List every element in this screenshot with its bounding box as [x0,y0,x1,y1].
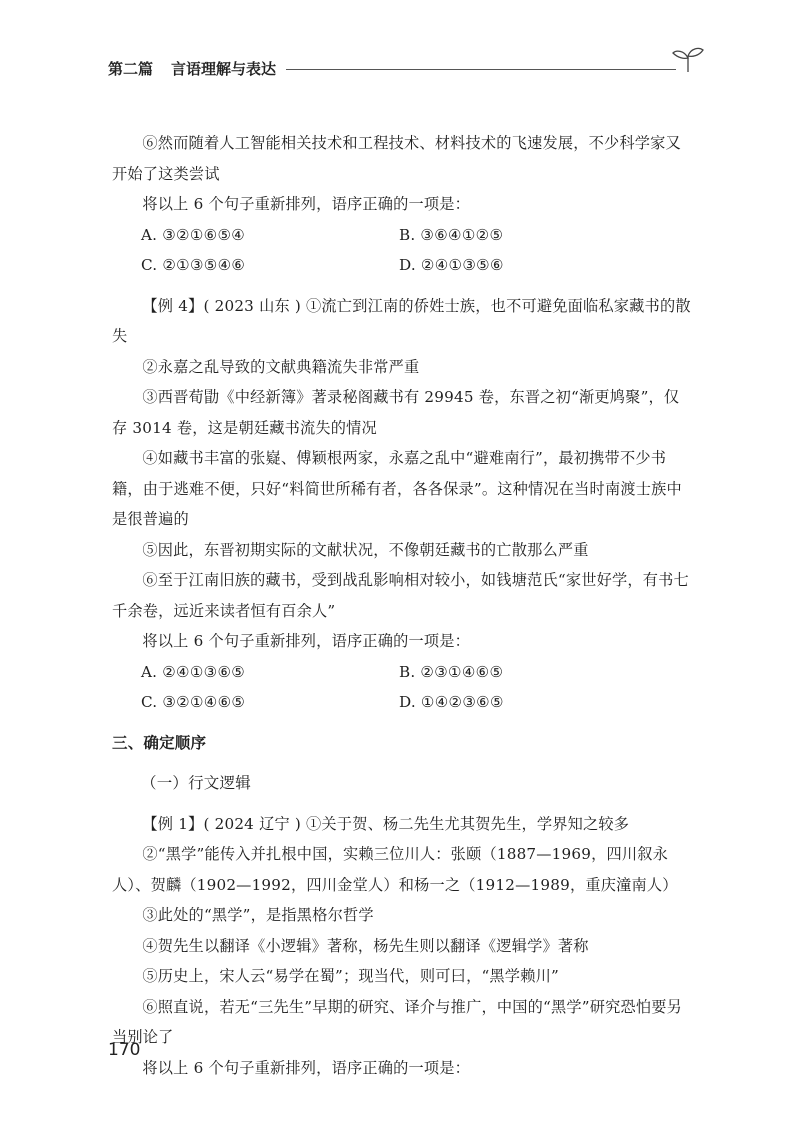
options-row [112,220,692,251]
page-body [112,128,692,1083]
option-b: B. ②③①④⑥⑤ [399,662,504,681]
sentence-6: ⑥然而随着人工智能相关技术和工程技术、材料技术的飞速发展，不少科学家又开始了这类尝试 [112,134,681,183]
example-4-sentence-1: 【例 4】( 2023 山东 ) ①流亡到江南的侨姓士族，也不可避免面临私家藏书的散失 [112,296,691,345]
option-d: D. ②④①③⑤⑥ [399,256,504,274]
option-d: D. ①④②③⑥⑤ [399,693,504,711]
options-row [112,250,692,281]
option-a: A. ②④①③⑥⑤ [141,662,246,681]
option-c: C. ②①③⑤④⑥ [141,256,246,274]
question-prompt: 将以上 6 个句子重新排列，语序正确的一项是： [142,1058,471,1077]
example-4-sentence-3: ③西晋荀勖《中经新簿》著录秘阁藏书有 29945 卷，东晋之初“渐更鸠聚”，仅存 3014 卷，这是朝廷藏书流失的情况 [112,388,680,437]
example-1-sentence-4: ④贺先生以翻译《小逻辑》著称，杨先生则以翻译《逻辑学》著称 [142,936,589,955]
option-c: C. ③②①④⑥⑤ [141,693,246,711]
option-b: B. ③⑥④①②⑤ [399,225,504,244]
example-1-sentence-2: ②“黑学”能传入并扎根中国，实赖三位川人：张颐（1887—1969，四川叙永人）、贺麟（1902—1992，四川金堂人）和杨一之（1912—1989，重庆潼南人） [112,845,678,894]
example-4-sentence-2: ②永嘉之乱导致的文献典籍流失非常严重 [142,357,420,376]
options-row [112,657,692,688]
example-4-sentence-5: ⑤因此，东晋初期实际的文献状况，不像朝廷藏书的亡散那么严重 [142,540,589,559]
header-part: 第二篇 [108,60,154,78]
example-1-sentence-6: ⑥照直说，若无“三先生”早期的研究、译介与推广，中国的“黑学”研究恐怕要另当别论了 [112,997,683,1046]
example-1-sentence-5: ⑤历史上，宋人云“易学在蜀”；现当代，则可曰，“黑学赖川” [142,967,559,985]
section-heading: 三、确定顺序 [112,733,207,752]
example-4-sentence-6: ⑥至于江南旧族的藏书，受到战乱影响相对较小，如钱塘范氏“家世好学，有书七千余卷，远近来读者恒有百余人” [112,571,689,620]
header-rule [286,69,676,70]
example-1-sentence-3: ③此处的“黑学”，是指黑格尔哲学 [142,906,374,924]
header-title: 言语理解与表达 [171,60,277,78]
subsection-heading: （一）行文逻辑 [141,774,251,792]
header-label [108,58,294,79]
question-prompt: 将以上 6 个句子重新排列，语序正确的一项是： [142,195,471,213]
sprout-icon [670,44,706,74]
question-prompt: 将以上 6 个句子重新排列，语序正确的一项是： [142,632,471,650]
page-number: 170 [108,1040,141,1060]
example-4-sentence-4: ④如藏书丰富的张嶷、傅颖根两家，永嘉之乱中“避难南行”，最初携带不少书籍，由于逃难不便，只好“料简世所稀有者，各各保录”。这种情况在当时南渡士族中是很普遍的 [112,449,682,528]
running-header [108,58,708,86]
option-a: A. ③②①⑥⑤④ [141,225,246,244]
options-row [112,687,692,718]
example-1-sentence-1: 【例 1】( 2024 辽宁 ) ①关于贺、杨二先生尤其贺先生，学界知之较多 [142,814,630,833]
